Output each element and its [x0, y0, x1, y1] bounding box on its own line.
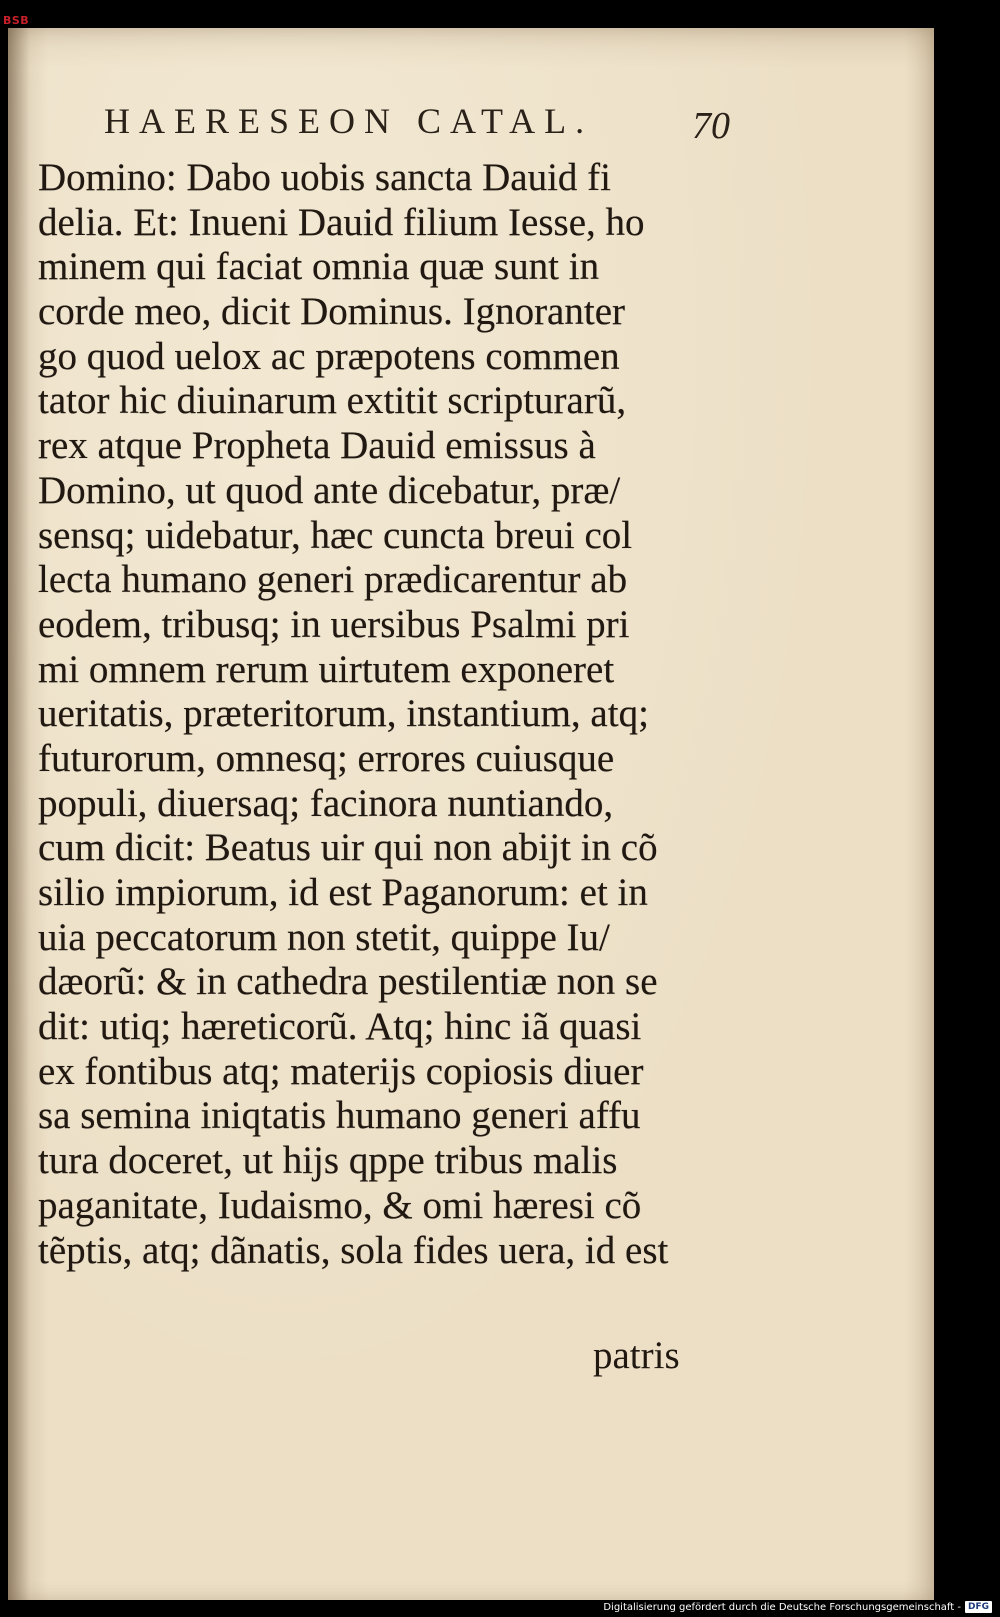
text-line: mi omnem rerum uirtutem exponeret — [38, 647, 615, 691]
page-gutter-shadow — [8, 28, 30, 1600]
library-mark: BSB — [3, 14, 30, 27]
funding-footer — [603, 1600, 992, 1614]
text-line: Domino, ut quod ante dicebatur, præ/ — [38, 468, 621, 512]
text-line: Domino: Dabo uobis sancta Dauid fi — [38, 156, 611, 199]
text-line: ex fontibus atq; materijs copiosis diuer — [38, 1049, 644, 1093]
text-line: eodem, tribusq; in uersibus Psalmi pri — [38, 602, 630, 646]
text-block — [38, 156, 728, 1273]
text-line: ueritatis, præteritorum, instantium, atq; — [38, 692, 649, 736]
page-number: 70 — [692, 105, 730, 147]
text-line: tator hic diuinarum extitit scripturarũ, — [38, 379, 627, 423]
text-line: delia. Et: Inueni Dauid filium Iesse, ho — [38, 200, 645, 244]
funding-credit-text: Digitalisierung gefördert durch die Deutsche Forschungsgemeinschaft - — [603, 1601, 961, 1613]
text-line: cum dicit: Beatus uir qui non abijt in cõ — [38, 826, 658, 870]
text-line: populi, diuersaq; facinora nuntiando, — [38, 781, 614, 825]
text-line: sensq; uidebatur, hæc cuncta breui col — [38, 513, 633, 557]
text-line: tẽptis, atq; dãnatis, sola fides uera, id est — [38, 1228, 669, 1272]
text-line: dæorũ: & in cathedra pestilentiæ non se — [38, 960, 658, 1004]
text-line: paganitate, Iudaismo, & omi hæresi cõ — [38, 1183, 642, 1227]
text-line: go quod uelox ac præpotens commen — [38, 334, 620, 378]
text-line: dit: utiq; hæreticorũ. Atq; hinc iã quasi — [38, 1005, 642, 1049]
text-line: silio impiorum, id est Paganorum: et in — [38, 871, 648, 914]
text-line: uia peccatorum non stetit, quippe Iu/ — [38, 915, 610, 959]
text-line: tura doceret, ut hijs qppe tribus malis — [38, 1139, 618, 1183]
running-head — [94, 100, 754, 150]
text-line: lecta humano generi prædicarentur ab — [38, 558, 628, 602]
running-head-title: HAERESEON CATAL. — [104, 101, 594, 141]
text-line: futurorum, omnesq; errores cuiusque — [38, 736, 615, 780]
catchword: patris — [593, 1334, 680, 1377]
text-line: corde meo, dicit Dominus. Ignoranter — [38, 290, 625, 334]
text-line: minem qui faciat omnia quæ sunt in — [38, 245, 600, 289]
dfg-logo: DFG — [965, 1601, 992, 1613]
text-line: rex atque Propheta Dauid emissus à — [38, 424, 596, 468]
book-page — [8, 28, 934, 1600]
text-line: sa semina iniqtatis humano generi affu — [38, 1094, 641, 1138]
